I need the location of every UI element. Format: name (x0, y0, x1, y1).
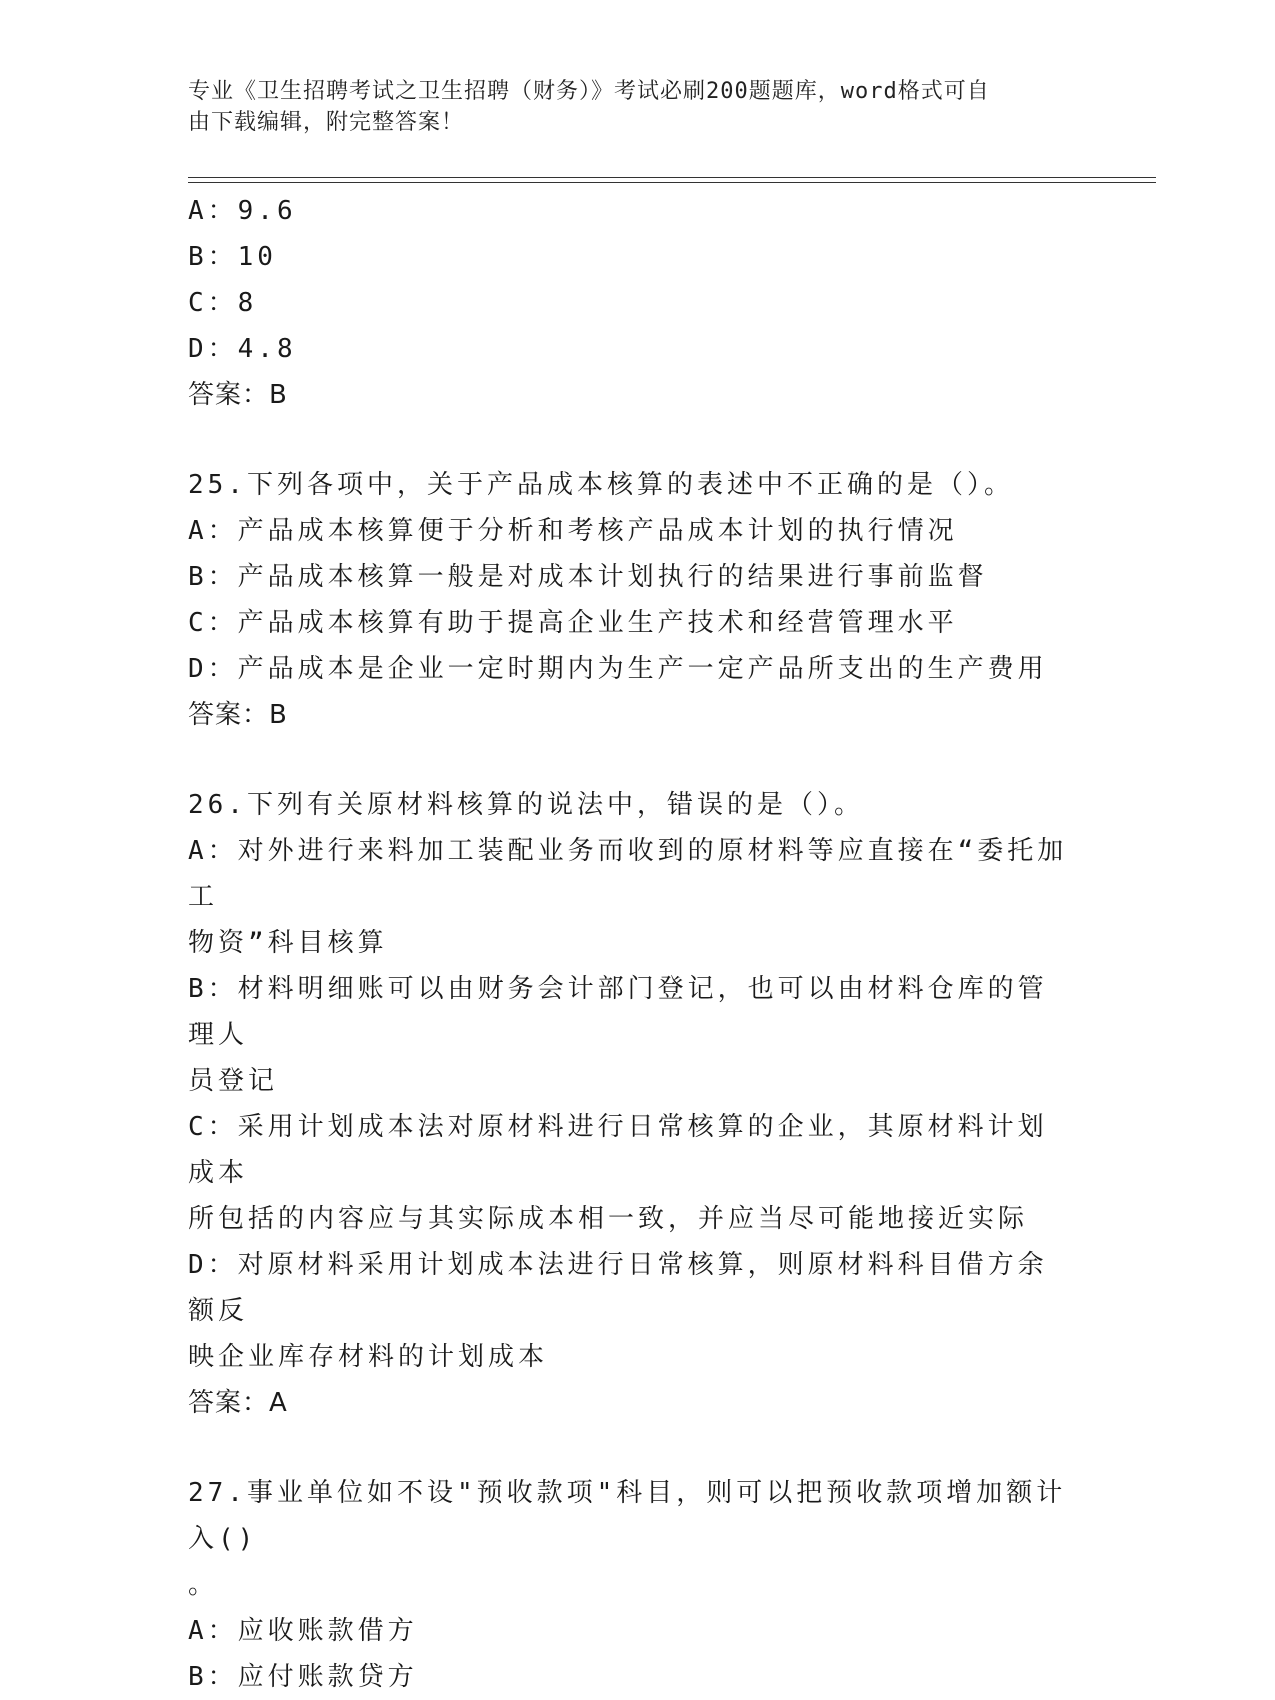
option-d: D：产品成本是企业一定时期内为生产一定产品所支出的生产费用 (188, 654, 1048, 684)
option-c: C：8 (188, 288, 258, 318)
option-b: B：应付账款贷方 (188, 1662, 418, 1692)
option-a: A：9.6 (188, 196, 297, 226)
header-divider-top (188, 177, 1156, 178)
document-body (188, 188, 1068, 1700)
answer-line: 答案：B (188, 700, 288, 730)
answer-line: 答案：A (188, 1388, 288, 1418)
document-header (188, 76, 1068, 138)
question-stem: 25.下列各项中，关于产品成本核算的表述中不正确的是（）。 (188, 470, 1014, 500)
option-d-line-1: D：对原材料采用计划成本法进行日常核算，则原材料科目借方余额反 (188, 1250, 1048, 1326)
option-c-line-1: C：采用计划成本法对原材料进行日常核算的企业，其原材料计划成本 (188, 1112, 1048, 1188)
question-26-block (188, 782, 1068, 1426)
option-a-line-1: A：对外进行来料加工装配业务而收到的原材料等应直接在“委托加工 (188, 836, 1068, 912)
spacer (188, 738, 1068, 782)
spacer (188, 418, 1068, 462)
option-d-line-2: 映企业库存材料的计划成本 (188, 1342, 549, 1372)
question-25-block (188, 462, 1068, 738)
option-c: C：产品成本核算有助于提高企业生产技术和经营管理水平 (188, 608, 958, 638)
option-a: A：产品成本核算便于分析和考核产品成本计划的执行情况 (188, 516, 958, 546)
question-27-block (188, 1470, 1068, 1700)
question-stem: 26.下列有关原材料核算的说法中，错误的是（）。 (188, 790, 864, 820)
header-divider-bottom (188, 182, 1156, 183)
header-line-1: 专业《卫生招聘考试之卫生招聘（财务）》考试必刷200题题库，word格式可自 (188, 79, 990, 104)
option-b-line-1: B：材料明细账可以由财务会计部门登记，也可以由材料仓库的管理人 (188, 974, 1048, 1050)
spacer (188, 1426, 1068, 1470)
option-b: B：产品成本核算一般是对成本计划执行的结果进行事前监督 (188, 562, 988, 592)
option-a: A：应收账款借方 (188, 1616, 418, 1646)
option-b-line-2: 员登记 (188, 1066, 279, 1096)
answer-line: 答案：B (188, 380, 288, 410)
option-c-line-2: 所包括的内容应与其实际成本相一致，并应当尽可能地接近实际 (188, 1204, 1029, 1234)
option-b: B：10 (188, 242, 277, 272)
question-stem-line-1: 27.事业单位如不设"预收款项"科目，则可以把预收款项增加额计入() (188, 1478, 1067, 1554)
question-stem-line-2: 。 (188, 1570, 219, 1600)
option-a-line-2: 物资”科目核算 (188, 928, 388, 958)
header-line-2: 由下载编辑，附完整答案！ (188, 110, 465, 135)
question-24-block (188, 188, 1068, 418)
option-d: D：4.8 (188, 334, 297, 364)
